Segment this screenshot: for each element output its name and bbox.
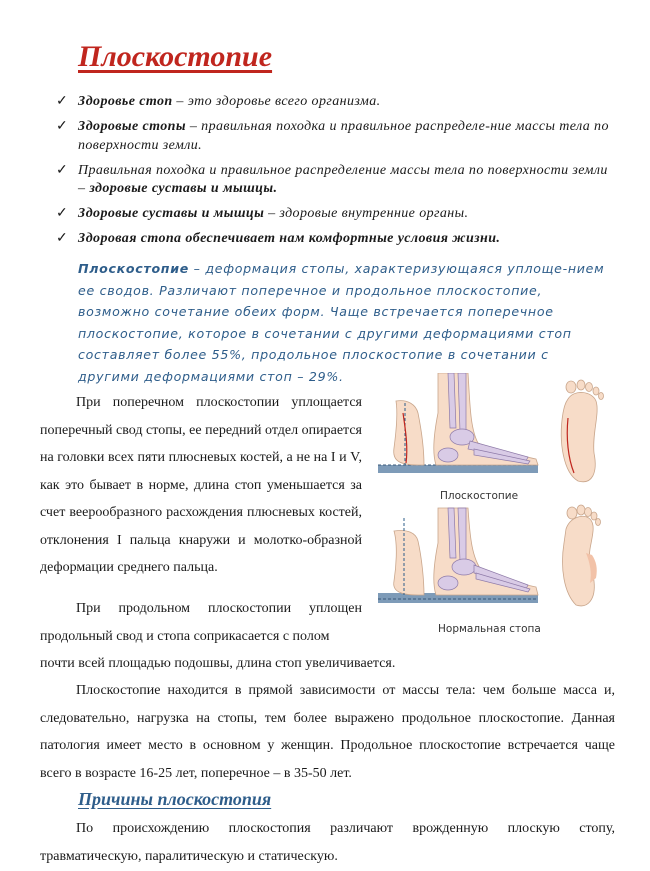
flat-foot-side-view bbox=[378, 373, 538, 473]
label-normal-foot: Нормальная стопа bbox=[438, 623, 541, 635]
list-item-bold: Здоровье стоп bbox=[78, 94, 173, 109]
list-item-bold: Здоровые стопы bbox=[78, 119, 186, 134]
paragraph-longitudinal bbox=[40, 595, 362, 650]
checkmark-icon: ✓ bbox=[56, 94, 69, 109]
checkmark-icon: ✓ bbox=[56, 162, 69, 178]
list-item-text: Правильная походка и правильное распределение массы тела по поверхности земли – bbox=[78, 162, 608, 196]
checkmark-icon: ✓ bbox=[56, 206, 69, 221]
label-flat-foot: Плоскостопие bbox=[440, 490, 519, 502]
list-item bbox=[56, 118, 616, 155]
paragraph-transverse-text: При поперечном плоскостопии уплощается поперечный свод стопы, ее передний отдел опирается на головки всех пяти плюсневых костей, а не на I и V, как это бывает в норме, длина стоп уменьшается за счет веерообразного расхождения плюсневых костей, отклонения I пальца кнаружи и молотко-образной деформации среднего пальца. bbox=[40, 395, 362, 575]
normal-foot-side-view bbox=[378, 508, 538, 603]
definition-paragraph bbox=[78, 258, 608, 387]
checkmark-icon: ✓ bbox=[56, 231, 69, 246]
flat-footprint bbox=[561, 380, 603, 482]
paragraph-causes bbox=[40, 815, 615, 870]
list-item-bold: здоровые суставы и мышцы. bbox=[89, 181, 278, 196]
paragraph-causes-text: По происхождению плоскостопия различают врожденную плоскую стопу, травматическую, паралитическую и статическую. bbox=[40, 821, 615, 864]
list-item bbox=[56, 162, 616, 199]
paragraph-weight bbox=[40, 677, 615, 787]
list-item bbox=[56, 93, 616, 112]
definition-term: Плоскостопие bbox=[78, 261, 189, 276]
checkmark-icon: ✓ bbox=[56, 119, 69, 134]
list-item-text: – здоровые внутренние органы. bbox=[264, 206, 469, 221]
foot-illustration bbox=[378, 373, 618, 643]
paragraph-longitudinal-text: При продольном плоскостопии уплощен продольный свод и стопа соприкасается с полом bbox=[40, 601, 362, 644]
foot-diagram bbox=[378, 373, 618, 643]
normal-footprint bbox=[563, 505, 601, 606]
list-item-text: – это здоровье всего организма. bbox=[172, 94, 381, 109]
list-item-bold: Здоровая стопа обеспечивает нам комфортные условия жизни. bbox=[78, 231, 501, 246]
floor-strip-top bbox=[378, 465, 538, 473]
benefits-list bbox=[56, 93, 616, 255]
paragraph-longitudinal-continued: почти всей площадью подошвы, длина стоп увеличивается. bbox=[40, 656, 396, 671]
paragraph-weight-text: Плоскостопие находится в прямой зависимости от массы тела: чем больше масса и, следовательно, нагрузка на стопы, тем более выражено продольное плоскостопие. Данная патология имеет место в основном у женщин. Продольное плоскостопие встречается чаще всего в возрасте 16-25 лет, поперечное – в 35-50 лет. bbox=[40, 683, 615, 781]
list-item-bold: Здоровые суставы и мышцы bbox=[78, 206, 265, 221]
causes-heading: Причины плоскостопия bbox=[78, 789, 272, 809]
paragraph-transverse bbox=[40, 389, 362, 582]
definition-text: – деформация стопы, характеризующаяся уплоще-нием ее сводов. Различают поперечное и продольное плоскостопие, возможно сочетание обеих форм. Чаще встречается поперечное плоскостопие, которое в сочетании с другими деформациями стоп составляет более 55%, продольное плоскостопие в сочетании с другими деформациями стоп – 29%. bbox=[78, 261, 605, 384]
page-title: Плоскостопие bbox=[78, 40, 273, 73]
list-item bbox=[56, 230, 616, 249]
list-item-text: – правильная походка и правильное распределе-ние массы тела по поверхности земли. bbox=[78, 119, 609, 153]
list-item bbox=[56, 205, 616, 224]
